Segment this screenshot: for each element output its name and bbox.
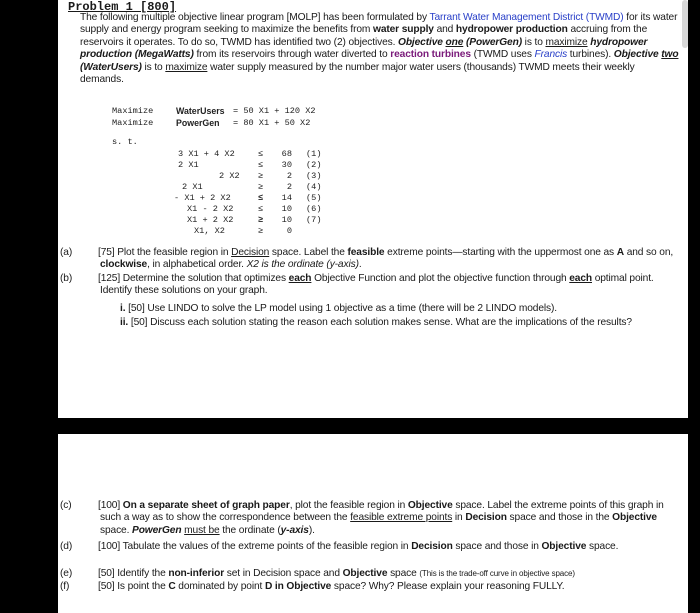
constraint-tag: (7)	[306, 215, 322, 225]
constraint-lhs: 2 X2	[219, 171, 240, 181]
scrollbar-thumb[interactable]	[682, 0, 688, 48]
constraint-rhs: 10	[281, 204, 292, 214]
obj2-keyword: Maximize	[112, 118, 154, 128]
constraint-tag: (4)	[306, 182, 322, 192]
constraint-tag: (6)	[306, 204, 322, 214]
constraint-tag: (2)	[306, 160, 322, 170]
constraint-tag: (5)	[306, 193, 322, 203]
constraint-lhs: - X1 + 2 X2	[174, 193, 231, 203]
constraint-lhs: 2 X1	[178, 160, 199, 170]
question-a: (a) [75] Plot the feasible region in Decision space. Label the feasible extreme points—starting with the uppermost one as A and so on, clockwise, in alphabetical order. X2 is the ordinate (y-axis).	[60, 247, 674, 271]
constraint-lhs: 2 X1	[182, 182, 203, 192]
constraint-tag: (3)	[306, 171, 322, 181]
question-b-i: i. [50] Use LINDO to solve the LP model using 1 objective as a time (there will be 2 LINDO models).	[120, 303, 557, 314]
document-page-1	[58, 0, 688, 418]
relation-symbol: ≤	[258, 160, 264, 170]
constraint-rhs: 2	[286, 182, 292, 192]
question-f: (f) [50] Is point the C dominated by point D in Objective space? Why? Please explain your reasoning FULLY.	[60, 581, 565, 592]
obj1-name: WaterUsers	[176, 106, 225, 116]
relation-symbol: ≤	[258, 149, 264, 159]
question-d: (d) [100] Tabulate the values of the extreme points of the feasible region in Decision space and those in Objective space.	[60, 541, 619, 552]
constraint-lhs: X1, X2	[194, 226, 225, 236]
relation-symbol: ≤	[258, 193, 264, 203]
obj1-expression: = 50 X1 + 120 X2	[233, 106, 316, 116]
relation-symbol: ≤	[258, 204, 264, 214]
constraint-rhs: 68	[281, 149, 292, 159]
subject-to: s. t.	[112, 137, 138, 147]
document-page-2	[58, 434, 688, 613]
question-c: (c) [100] On a separate sheet of graph paper, plot the feasible region in Objective space. Label the extreme points of this graph in such a way as to show the correspondence between the feasible extreme points in Decision space and those in the Objective space. PowerGen must be the ordinate (y-axis).	[60, 500, 664, 536]
problem-intro: The following multiple objective linear program [MOLP] has been formulated by Tarrant Water Management District (TWMD) for its water supply and energy program seeking to maximize the benefits from water supply and hydropower production accruing from the reservoirs it operates. To do so, TWMD has identified two (2) objectives. Objective one (PowerGen) is to maximize hydropower production (MegaWatts) from its reservoirs through water diverted to reaction turbines (TWMD uses Francis turbines). Objective two (WaterUsers) is to maximize water supply measured by the number major water users (thousands) TWMD meets their weekly demands.	[80, 12, 679, 86]
relation-symbol: ≥	[258, 182, 264, 192]
relation-symbol: ≥	[258, 171, 264, 181]
obj2-name: PowerGen	[176, 118, 220, 128]
obj2-expression: = 80 X1 + 50 X2	[233, 118, 311, 128]
relation-symbol: ≥	[258, 226, 264, 236]
constraint-tag: (1)	[306, 149, 322, 159]
relation-symbol: ≥	[258, 215, 264, 225]
question-b: (b) [125] Determine the solution that optimizes each Objective Function and plot the objective function through each optimal point. Identify these solutions on your graph.	[60, 273, 654, 297]
question-e: (e) [50] Identify the non-inferior set in Decision space and Objective space (This is the trade-off curve in objective space)	[60, 568, 575, 579]
obj1-keyword: Maximize	[112, 106, 154, 116]
constraint-rhs: 2	[286, 171, 292, 181]
constraint-lhs: 3 X1 + 4 X2	[178, 149, 235, 159]
constraint-lhs: X1 - 2 X2	[187, 204, 234, 214]
question-b-ii: ii. [50] Discuss each solution stating the reason each solution makes sense. What are the implications of the results?	[120, 317, 632, 328]
constraint-rhs: 14	[281, 193, 292, 203]
constraint-rhs: 10	[281, 215, 292, 225]
problem-title: Problem 1 [800]	[68, 0, 177, 14]
constraint-lhs: X1 + 2 X2	[187, 215, 234, 225]
constraint-rhs: 30	[281, 160, 292, 170]
constraint-rhs: 0	[286, 226, 292, 236]
